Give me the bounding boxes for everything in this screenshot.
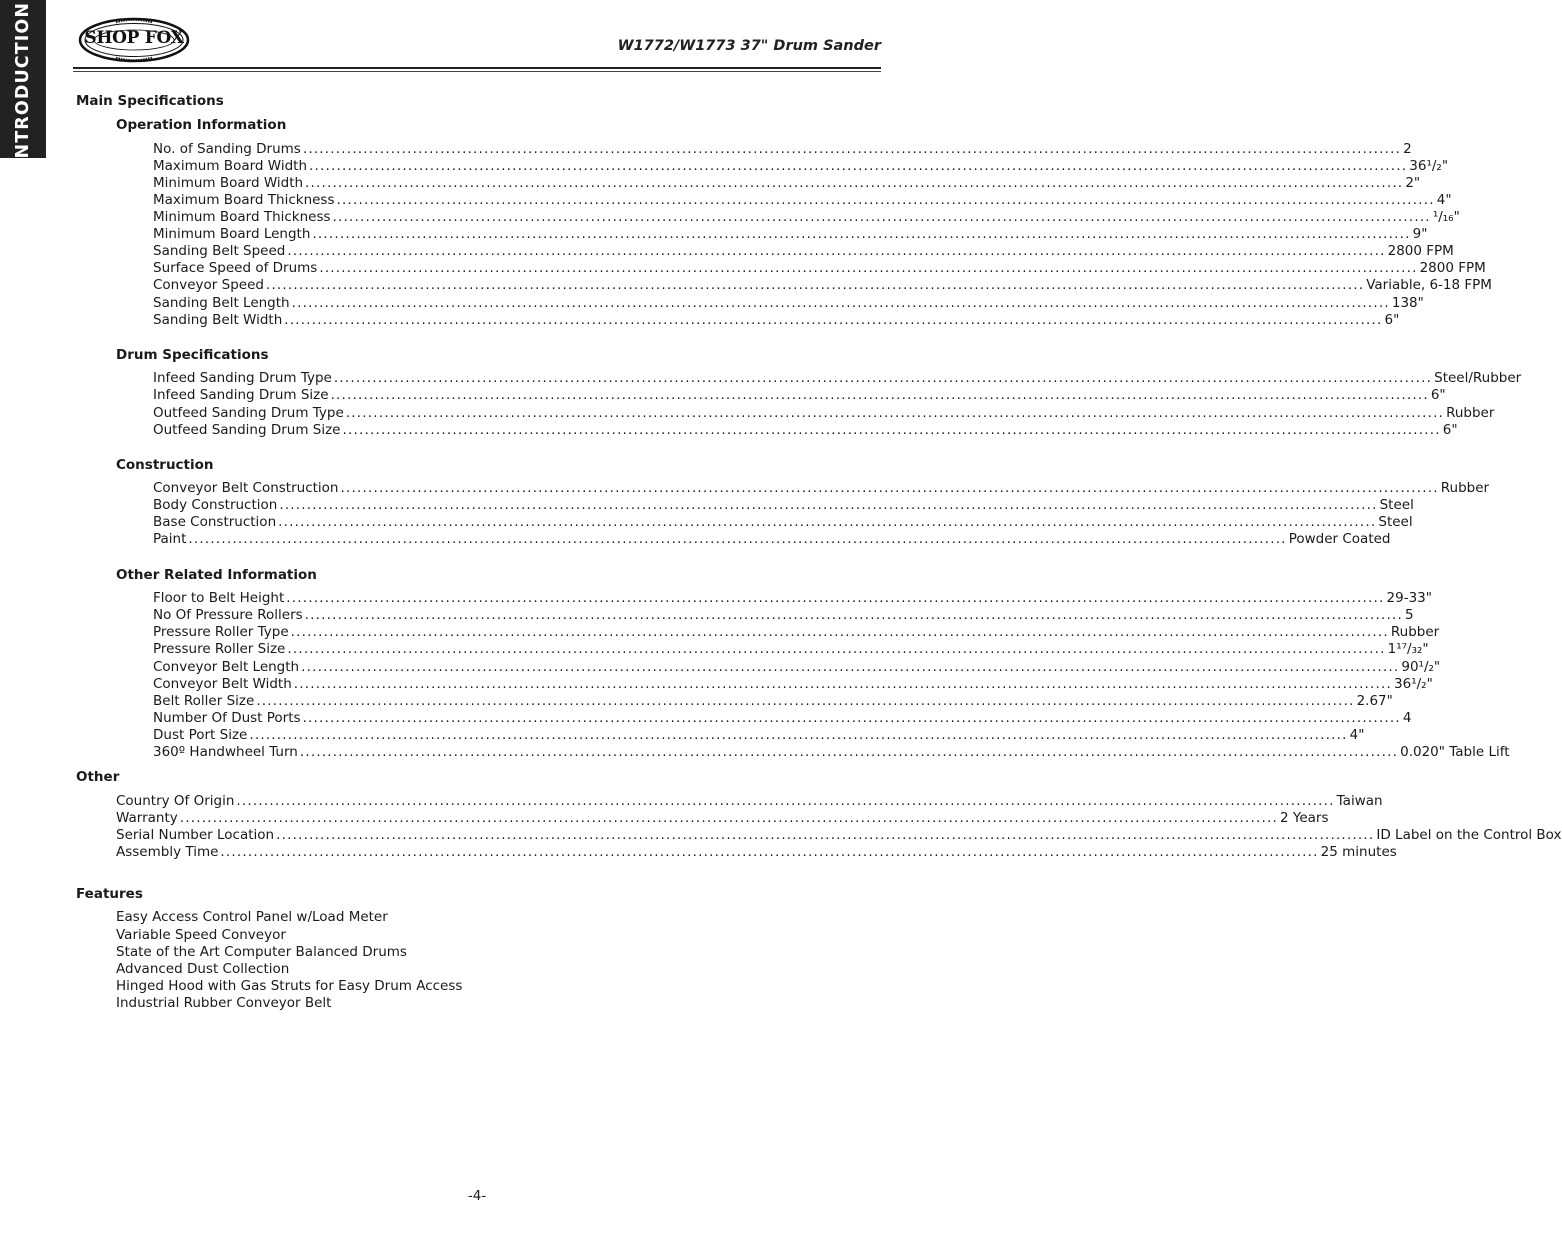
spec-row [153,405,1495,422]
leader-dots: ........................................................................................................................................................................................................ [319,260,1418,276]
spec-row [153,676,1433,693]
logo-wordmark: SHOP FOX [84,28,184,48]
leader-dots: ........................................................................................................................................................................................................ [333,370,1433,386]
spec-row [153,387,1446,404]
spec-label: Base Construction [153,514,277,530]
spec-label: Infeed Sanding Drum Size [153,387,329,403]
spec-label: Conveyor Belt Construction [153,480,339,496]
construction-heading: Construction [116,457,214,473]
drum-specifications-heading: Drum Specifications [116,347,269,363]
spec-label: Infeed Sanding Drum Type [153,370,332,386]
leader-dots: ........................................................................................................................................................................................................ [336,192,1435,208]
spec-label: Minimum Board Thickness [153,209,331,225]
spec-label: Sanding Belt Length [153,295,290,311]
spec-value: 6" [1430,387,1446,403]
spec-row [153,607,1414,624]
leader-dots: ........................................................................................................................................................................................................ [293,676,1393,692]
spec-label: No Of Pressure Rollers [153,607,303,623]
feature-item: Hinged Hood with Gas Struts for Easy Drum Access [116,978,463,994]
spec-value: 5 [1404,607,1414,623]
spec-label: Sanding Belt Speed [153,243,286,259]
spec-label: 360º Handwheel Turn [153,744,298,760]
spec-value: Taiwan [1336,793,1383,809]
leader-dots: ........................................................................................................................................................................................................ [256,693,1355,709]
spec-row [153,480,1490,497]
spec-row [116,810,1329,827]
spec-row [153,260,1486,277]
spec-label: Floor to Belt Height [153,590,285,606]
leader-dots: ........................................................................................................................................................................................................ [301,659,1400,675]
feature-item: State of the Art Computer Balanced Drums [116,944,407,960]
spec-row [153,312,1400,329]
other-related-information-heading: Other Related Information [116,567,317,583]
spec-row [153,175,1421,192]
spec-label: Sanding Belt Width [153,312,283,328]
leader-dots: ........................................................................................................................................................................................................ [278,514,1377,530]
spec-label: Maximum Board Width [153,158,307,174]
spec-value: 2 [1403,141,1412,157]
section-tab-label: INTRODUCTION [13,1,33,167]
spec-value: Rubber [1390,624,1440,640]
spec-value: 2800 FPM [1387,243,1454,259]
header-title: W1772/W1773 37" Drum Sander [617,38,881,54]
leader-dots: ........................................................................................................................................................................................................ [265,277,1365,293]
leader-dots: ........................................................................................................................................................................................................ [345,405,1445,421]
spec-row [153,531,1391,548]
spec-row [153,641,1429,658]
features-heading: Features [76,886,143,902]
spec-value: Steel/Rubber [1434,370,1522,386]
operation-information-heading: Operation Information [116,117,287,133]
spec-row [153,497,1414,514]
main-specifications-heading: Main Specifications [76,93,224,109]
spec-row [116,844,1397,861]
spec-row [153,277,1492,294]
leader-dots: ........................................................................................................................................................................................................ [290,624,1389,640]
spec-value: 25 minutes [1320,844,1397,860]
leader-dots: ........................................................................................................................................................................................................ [299,744,1399,760]
spec-value: 2 Years [1280,810,1329,826]
feature-item: Industrial Rubber Conveyor Belt [116,995,332,1011]
spec-label: Warranty [116,810,178,826]
shop-fox-logo [78,16,190,64]
spec-label: Dust Port Size [153,727,248,743]
spec-row [153,141,1412,158]
spec-row [153,158,1449,175]
leader-dots: ........................................................................................................................................................................................................ [179,810,1278,826]
other-heading: Other [76,769,120,785]
leader-dots: ........................................................................................................................................................................................................ [236,793,1335,809]
spec-value: ¹/₁₆" [1432,209,1460,225]
spec-value: ID Label on the Control Box [1376,827,1562,843]
spec-label: No. of Sanding Drums [153,141,301,157]
spec-value: Steel [1379,497,1414,513]
leader-dots: ........................................................................................................................................................................................................ [309,158,1408,174]
leader-dots: ........................................................................................................................................................................................................ [286,590,1385,606]
spec-value: Variable, 6-18 FPM [1366,277,1492,293]
feature-item: Variable Speed Conveyor [116,927,286,943]
spec-value: 36¹/₂" [1394,676,1433,692]
header-rule [73,67,881,69]
spec-value: 4" [1436,192,1452,208]
spec-row [153,226,1428,243]
spec-value: Powder Coated [1288,531,1391,547]
spec-label: Minimum Board Width [153,175,304,191]
spec-label: Outfeed Sanding Drum Type [153,405,344,421]
leader-dots: ........................................................................................................................................................................................................ [332,209,1431,225]
spec-label: Pressure Roller Type [153,624,289,640]
leader-dots: ........................................................................................................................................................................................................ [188,531,1287,547]
leader-dots: ........................................................................................................................................................................................................ [342,422,1441,438]
spec-value: 4 [1402,710,1412,726]
section-tab [0,0,46,167]
leader-dots: ........................................................................................................................................................................................................ [287,641,1386,657]
spec-label: Assembly Time [116,844,219,860]
spec-row [153,370,1522,387]
spec-label: Pressure Roller Size [153,641,286,657]
leader-dots: ........................................................................................................................................................................................................ [340,480,1439,496]
spec-value: 90¹/₂" [1401,659,1441,675]
spec-value: 0.020" Table Lift [1400,744,1510,760]
spec-label: Serial Number Location [116,827,275,843]
header-rule-thin [73,71,881,72]
leader-dots: ........................................................................................................................................................................................................ [287,243,1386,259]
feature-item: Easy Access Control Panel w/Load Meter [116,909,388,925]
spec-label: Conveyor Speed [153,277,264,293]
leader-dots: ........................................................................................................................................................................................................ [249,727,1348,743]
spec-value: 6" [1442,422,1458,438]
spec-row [153,710,1412,727]
spec-value: 1¹⁷/₃₂" [1387,641,1429,657]
spec-label: Surface Speed of Drums [153,260,318,276]
leader-dots: ........................................................................................................................................................................................................ [304,607,1403,623]
spec-label: Conveyor Belt Width [153,676,292,692]
spec-row [116,793,1383,810]
spec-label: Minimum Board Length [153,226,311,242]
leader-dots: ........................................................................................................................................................................................................ [279,497,1378,513]
spec-value: 2.67" [1356,693,1393,709]
leader-dots: ........................................................................................................................................................................................................ [305,175,1404,191]
spec-label: Maximum Board Thickness [153,192,335,208]
spec-row [153,659,1441,676]
spec-row [153,295,1424,312]
spec-value: Steel [1378,514,1413,530]
spec-value: 6" [1384,312,1400,328]
leader-dots: ........................................................................................................................................................................................................ [220,844,1319,860]
spec-row [153,192,1452,209]
feature-item: Advanced Dust Collection [116,961,290,977]
spec-row [153,624,1440,641]
leader-dots: ........................................................................................................................................................................................................ [312,226,1411,242]
spec-value: 36¹/₂" [1409,158,1449,174]
spec-value: 2" [1405,175,1421,191]
leader-dots: ........................................................................................................................................................................................................ [302,710,1401,726]
spec-value: 29-33" [1386,590,1432,606]
spec-row [153,243,1454,260]
spec-label: Number Of Dust Ports [153,710,301,726]
spec-row [153,727,1365,744]
page-number: -4- [467,1188,487,1204]
spec-label: Paint [153,531,187,547]
spec-value: 9" [1412,226,1428,242]
spec-row [153,422,1458,439]
spec-row [153,744,1510,761]
spec-value: 138" [1391,295,1424,311]
spec-row [153,514,1413,531]
spec-value: 4" [1349,727,1365,743]
leader-dots: ........................................................................................................................................................................................................ [302,141,1402,157]
leader-dots: ........................................................................................................................................................................................................ [284,312,1383,328]
spec-row [153,693,1393,710]
leader-dots: ........................................................................................................................................................................................................ [291,295,1390,311]
spec-label: Conveyor Belt Length [153,659,300,675]
spec-label: Outfeed Sanding Drum Size [153,422,341,438]
spec-label: Country Of Origin [116,793,235,809]
spec-row [153,590,1432,607]
leader-dots: ........................................................................................................................................................................................................ [276,827,1375,843]
spec-value: Rubber [1446,405,1495,421]
leader-dots: ........................................................................................................................................................................................................ [330,387,1429,403]
spec-row [153,209,1460,226]
spec-value: 2800 FPM [1419,260,1486,276]
spec-row [116,827,1562,844]
spec-label: Belt Roller Size [153,693,255,709]
spec-value: Rubber [1440,480,1490,496]
spec-label: Body Construction [153,497,278,513]
